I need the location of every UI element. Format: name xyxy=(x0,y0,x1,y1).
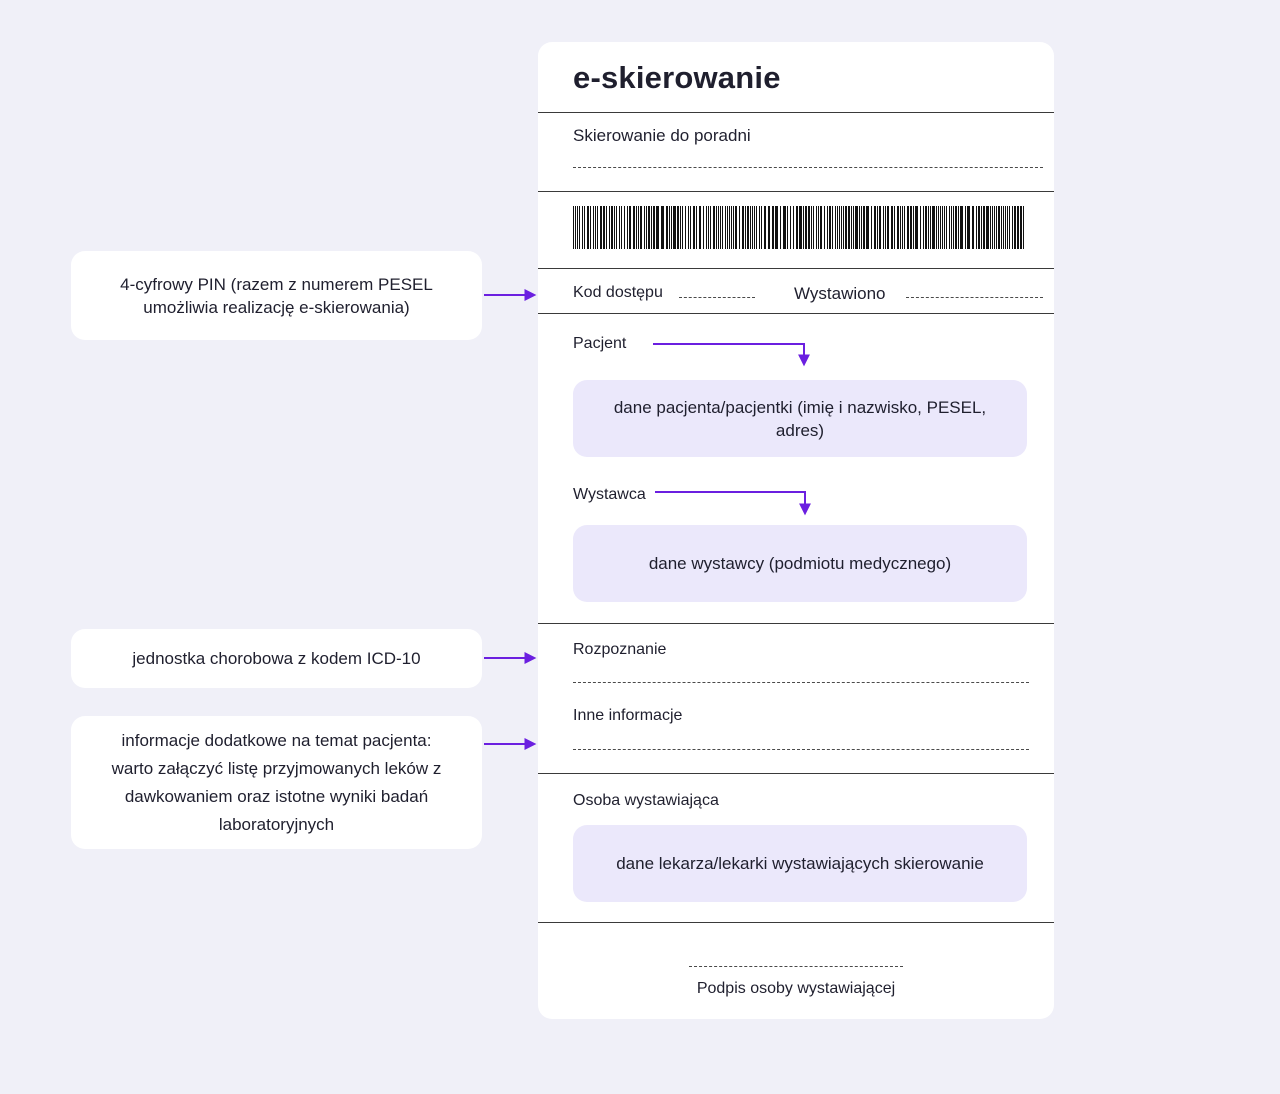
barcode-bar xyxy=(824,206,825,249)
barcode-bar xyxy=(666,206,668,249)
barcode-bar xyxy=(955,206,957,249)
barcode-bar xyxy=(708,206,709,249)
barcode-bar xyxy=(832,206,833,249)
barcode-bar xyxy=(986,206,989,249)
barcode-bar xyxy=(938,206,939,249)
document-title: e-skierowanie xyxy=(573,60,781,95)
barcode-bar xyxy=(742,206,744,249)
barcode-bar xyxy=(677,206,679,249)
barcode-bar xyxy=(949,206,950,249)
barcode-bar xyxy=(671,206,672,249)
barcode-bar xyxy=(727,206,728,249)
barcode-bar xyxy=(923,206,924,249)
barcode-bar xyxy=(590,206,591,249)
barcode-bar xyxy=(685,206,686,249)
barcode-bar xyxy=(996,206,997,249)
other-info-label: Inne informacje xyxy=(573,707,683,724)
barcode-bar xyxy=(597,206,598,249)
barcode-bar xyxy=(915,206,918,249)
barcode-bar xyxy=(636,206,637,249)
barcode-bar xyxy=(621,206,622,249)
barcode-bar xyxy=(841,206,842,249)
barcode-bar xyxy=(703,206,704,249)
barcode-bar xyxy=(925,206,927,249)
barcode-bar xyxy=(913,206,914,249)
note-extra-info xyxy=(71,716,482,849)
barcode-bar xyxy=(808,206,810,249)
access-code-label: Kod dostępu xyxy=(573,284,663,301)
access-code-placeholder xyxy=(679,297,755,298)
barcode-bar xyxy=(764,206,766,249)
barcode-bar xyxy=(972,206,974,249)
barcode-bar xyxy=(887,206,889,249)
barcode-bar xyxy=(638,206,639,249)
barcode-bar xyxy=(600,206,602,249)
barcode-bar xyxy=(577,206,578,249)
divider xyxy=(538,623,1054,624)
barcode-bar xyxy=(866,206,869,249)
barcode-bar xyxy=(1014,206,1016,249)
barcode-bar xyxy=(603,206,605,249)
barcode-bar xyxy=(616,206,617,249)
barcode-bar xyxy=(946,206,947,249)
barcode-bar xyxy=(646,206,647,249)
barcode-bar xyxy=(960,206,963,249)
barcode-bar xyxy=(587,206,589,249)
barcode-bar xyxy=(907,206,909,249)
barcode-bar xyxy=(680,206,681,249)
signature-label: Podpis osoby wystawiającej xyxy=(696,980,896,997)
referral-type-placeholder-line xyxy=(573,167,1043,168)
barcode-bar xyxy=(739,206,740,249)
barcode-bar xyxy=(754,206,755,249)
barcode-bar xyxy=(902,206,903,249)
barcode-bar xyxy=(624,206,625,249)
barcode-bar xyxy=(958,206,959,249)
barcode-bar xyxy=(827,206,828,249)
barcode-bar xyxy=(750,206,751,249)
barcode-bar xyxy=(861,206,862,249)
barcode-bar xyxy=(735,206,737,249)
barcode-bar xyxy=(606,206,607,249)
barcode-bar xyxy=(775,206,778,249)
barcode-bar xyxy=(669,206,670,249)
barcode-bar xyxy=(640,206,642,249)
barcode-bar xyxy=(818,206,819,249)
barcode-bar xyxy=(644,206,645,249)
barcode-bar xyxy=(953,206,954,249)
barcode-bar xyxy=(772,206,774,249)
barcode-bar xyxy=(790,206,791,249)
barcode-bar xyxy=(891,206,893,249)
divider xyxy=(538,773,1054,774)
barcode-bar xyxy=(693,206,695,249)
barcode-bar xyxy=(920,206,921,249)
barcode-bar xyxy=(805,206,807,249)
barcode-bar xyxy=(1023,206,1024,249)
barcode-bar xyxy=(900,206,901,249)
issuing-person-text: dane lekarza/lekarki wystawiających skierowanie xyxy=(616,854,984,873)
barcode-bar xyxy=(859,206,860,249)
patient-data-text: dane pacjenta/pacjentki (imię i nazwisko, PESEL, adres) xyxy=(613,397,987,440)
barcode-bar xyxy=(759,206,760,249)
barcode-bar xyxy=(894,206,895,249)
barcode-bar xyxy=(729,206,730,249)
note-extra-info-text: informacje dodatkowe na temat pacjenta: warto załączyć listę przyjmowanych leków z dawkowaniem oraz istotne wyniki badań laboratoryjnych xyxy=(111,730,442,834)
divider xyxy=(538,191,1054,192)
barcode-bar xyxy=(720,206,721,249)
issued-label: Wystawiono xyxy=(794,284,886,303)
barcode-bar xyxy=(1003,206,1004,249)
issuer-data-box xyxy=(573,525,1027,602)
barcode-bar xyxy=(682,206,683,249)
barcode-bar xyxy=(793,206,794,249)
referral-type: Skierowanie do poradni xyxy=(573,126,751,145)
divider xyxy=(538,313,1054,314)
barcode-bar xyxy=(871,206,872,249)
barcode-bar xyxy=(848,206,850,249)
barcode-bar xyxy=(648,206,650,249)
other-info-placeholder-line xyxy=(573,749,1029,750)
barcode-bar xyxy=(718,206,719,249)
referral-document xyxy=(538,42,1054,1019)
note-icd xyxy=(71,629,482,688)
issuing-person-label: Osoba wystawiająca xyxy=(573,792,719,809)
barcode-bar xyxy=(932,206,935,249)
barcode-bar xyxy=(619,206,620,249)
barcode-bar xyxy=(688,206,689,249)
signature-line xyxy=(689,966,903,967)
barcode-bar xyxy=(936,206,937,249)
barcode-bar xyxy=(1005,206,1006,249)
barcode-bar xyxy=(879,206,881,249)
barcode-bar xyxy=(998,206,1000,249)
barcode-bar xyxy=(629,206,631,249)
barcode-bar xyxy=(897,206,899,249)
barcode-bar xyxy=(811,206,812,249)
barcode-bar xyxy=(593,206,594,249)
barcode-bar xyxy=(651,206,652,249)
barcode-bar xyxy=(796,206,798,249)
barcode-bar xyxy=(965,206,966,249)
barcode-bar xyxy=(584,206,585,249)
barcode-bar xyxy=(696,206,697,249)
barcode-bar xyxy=(1012,206,1013,249)
barcode-bar xyxy=(611,206,613,249)
barcode-bar xyxy=(733,206,734,249)
barcode-bar xyxy=(855,206,858,249)
barcode-bar xyxy=(940,206,941,249)
barcode-bar xyxy=(787,206,788,249)
barcode-bar xyxy=(990,206,991,249)
barcode-bar xyxy=(656,206,659,249)
barcode-bar xyxy=(725,206,726,249)
barcode-bar xyxy=(816,206,817,249)
barcode-bar xyxy=(820,206,822,249)
diagnosis-label: Rozpoznanie xyxy=(573,641,667,658)
divider xyxy=(538,112,1054,113)
barcode-bar xyxy=(992,206,993,249)
barcode-bar xyxy=(851,206,852,249)
barcode-bar xyxy=(967,206,970,249)
issuer-data-text: dane wystawcy (podmiotu medycznego) xyxy=(648,554,952,573)
barcode-bar xyxy=(745,206,746,249)
barcode-bar xyxy=(761,206,762,249)
barcode-bar xyxy=(874,206,876,249)
issuing-person-box xyxy=(573,825,1027,902)
barcode-bar xyxy=(706,206,707,249)
barcode-bar xyxy=(1007,206,1008,249)
barcode-bar xyxy=(829,206,831,249)
barcode-bar xyxy=(951,206,952,249)
barcode-bar xyxy=(813,206,814,249)
barcode-bar xyxy=(944,206,945,249)
barcode-bar xyxy=(661,206,664,249)
barcode-bar xyxy=(837,206,838,249)
divider xyxy=(538,268,1054,269)
barcode-bar xyxy=(843,206,844,249)
barcode-bar xyxy=(690,206,691,249)
barcode-bar xyxy=(863,206,865,249)
barcode-bar xyxy=(928,206,929,249)
barcode-bar xyxy=(710,206,711,249)
issued-date-placeholder xyxy=(906,297,1043,298)
barcode-bar xyxy=(609,206,610,249)
barcode-bar xyxy=(713,206,715,249)
issuer-label: Wystawca xyxy=(573,486,646,503)
barcode-bar xyxy=(716,206,717,249)
diagnosis-placeholder-line xyxy=(573,682,1029,683)
barcode-bar xyxy=(994,206,995,249)
barcode-bar xyxy=(976,206,977,249)
barcode-bar xyxy=(673,206,676,249)
barcode-bar xyxy=(799,206,802,249)
barcode-bar xyxy=(653,206,655,249)
barcode-bar xyxy=(983,206,985,249)
barcode-bar xyxy=(1009,206,1010,249)
barcode-bar xyxy=(981,206,982,249)
patient-label: Pacjent xyxy=(573,335,627,352)
barcode-bar xyxy=(731,206,732,249)
barcode-bar xyxy=(1017,206,1019,249)
barcode-bar xyxy=(930,206,931,249)
barcode-bar xyxy=(614,206,615,249)
barcode-bar xyxy=(768,206,770,249)
patient-data-box xyxy=(573,380,1027,457)
barcode-bar xyxy=(803,206,804,249)
barcode-bar xyxy=(627,206,628,249)
barcode-bar xyxy=(1020,206,1022,249)
barcode-bar xyxy=(633,206,635,249)
barcode-bar xyxy=(575,206,576,249)
note-icd-text: jednostka chorobowa z kodem ICD-10 xyxy=(132,648,421,668)
barcode-bar xyxy=(883,206,884,249)
barcode-bar xyxy=(904,206,905,249)
barcode-bar xyxy=(595,206,596,249)
barcode-bar xyxy=(978,206,980,249)
barcode-bar xyxy=(877,206,878,249)
barcode-bar xyxy=(910,206,912,249)
divider xyxy=(538,922,1054,923)
barcode-bar xyxy=(780,206,781,249)
barcode-bar xyxy=(839,206,840,249)
barcode-bar xyxy=(783,206,786,249)
barcode-bar xyxy=(752,206,753,249)
barcode-bar xyxy=(942,206,943,249)
barcode-bar xyxy=(853,206,854,249)
barcode xyxy=(573,206,1027,249)
barcode-bar xyxy=(885,206,886,249)
barcode-bar xyxy=(573,206,574,249)
barcode-bar xyxy=(699,206,701,249)
barcode-bar xyxy=(1001,206,1002,249)
barcode-bar xyxy=(722,206,723,249)
barcode-bar xyxy=(845,206,847,249)
barcode-bar xyxy=(582,206,583,249)
note-pin xyxy=(71,251,482,340)
barcode-bar xyxy=(579,206,580,249)
barcode-bar xyxy=(747,206,749,249)
barcode-bar xyxy=(835,206,836,249)
note-pin-text: 4-cyfrowy PIN (razem z numerem PESEL umożliwia realizację e-skierowania) xyxy=(120,274,433,317)
barcode-bar xyxy=(756,206,757,249)
